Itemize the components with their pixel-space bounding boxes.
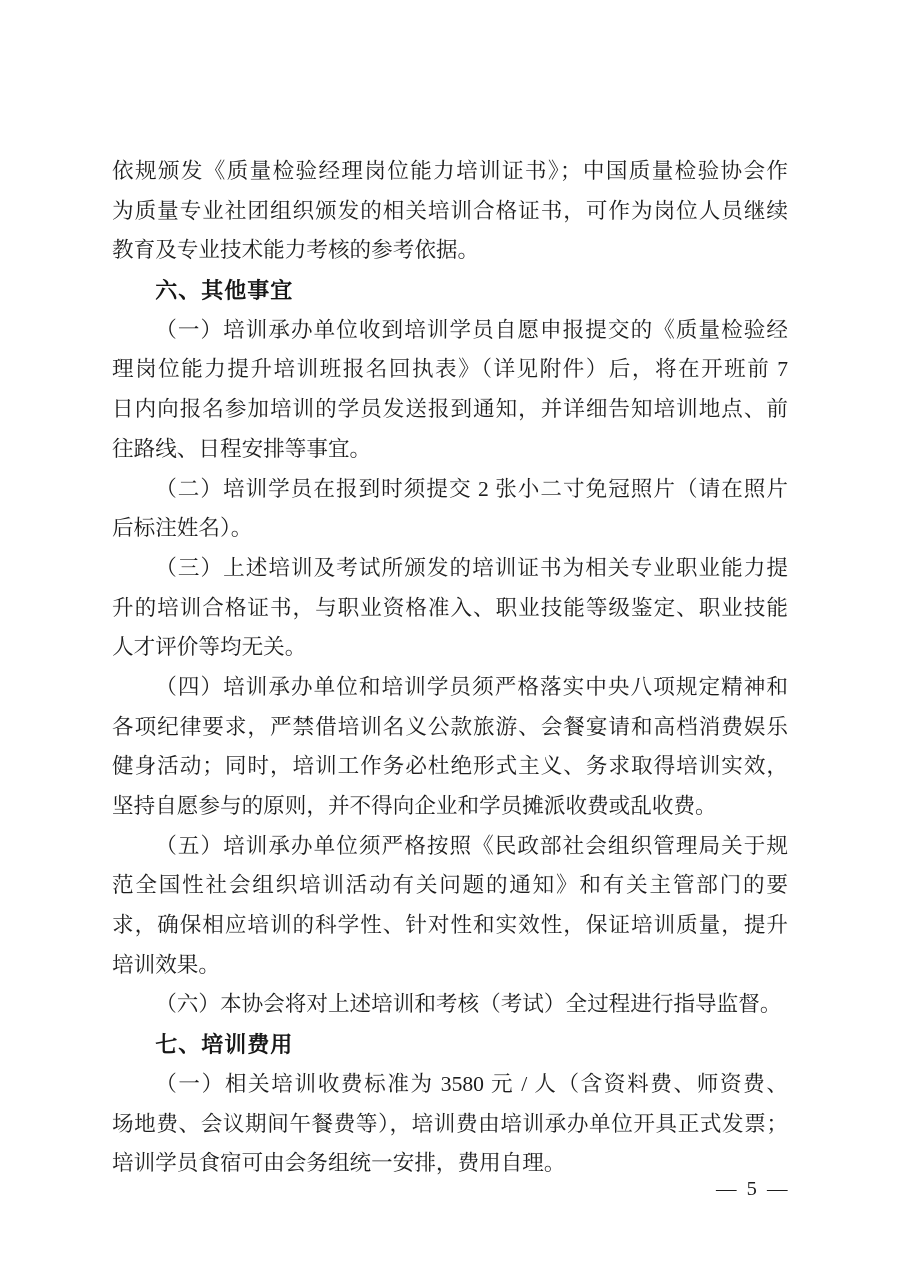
document-line: 教育及专业技术能力考核的参考依据。 [112, 238, 480, 263]
document-line: （六）本协会将对上述培训和考核（考试）全过程进行指导监督。 [155, 992, 782, 1017]
document-line: 各项纪律要求，严禁借培训名义公款旅游、会餐宴请和高档消费娱乐 [112, 714, 788, 739]
document-line: （四）培训承办单位和培训学员须严格落实中央八项规定精神和 [155, 674, 788, 699]
document-line: （二）培训学员在报到时须提交 2 张小二寸免冠照片（请在照片 [155, 476, 788, 501]
document-line: 坚持自愿参与的原则，并不得向企业和学员摊派收费或乱收费。 [112, 794, 717, 818]
document-line: 人才评价等均无关。 [112, 635, 307, 660]
document-line: 健身活动；同时，培训工作务必杜绝形式主义、务求取得培训实效， [112, 754, 788, 779]
page-number: — 5 — [716, 1178, 790, 1200]
section-heading: 七、培训费用 [155, 1032, 294, 1058]
document-line: 后标注姓名）。 [112, 516, 253, 541]
document-text-block [112, 152, 788, 1184]
section-heading: 六、其他事宜 [155, 278, 294, 304]
document-line: 依规颁发《质量检验经理岗位能力培训证书》；中国质量检验协会作 [112, 159, 788, 183]
document-line: 场地费、会议期间午餐费等），培训费由培训承办单位开具正式发票； [112, 1111, 788, 1136]
document-line: （三）上述培训及考试所颁发的培训证书为相关专业职业能力提 [155, 555, 788, 580]
document-line: 日内向报名参加培训的学员发送报到通知，并详细告知培训地点、前 [112, 397, 788, 422]
document-line: （五）培训承办单位须严格按照《民政部社会组织管理局关于规 [155, 833, 788, 858]
document-line: 往路线、日程安排等事宜。 [112, 436, 372, 461]
document-line: （一）相关培训收费标准为 3580 元 / 人（含资料费、师资费、 [155, 1071, 788, 1096]
document-line: 培训效果。 [112, 952, 220, 977]
document-line: 求，确保相应培训的科学性、针对性和实效性，保证培训质量，提升 [112, 913, 788, 938]
document-line: （一）培训承办单位收到培训学员自愿申报提交的《质量检验经 [155, 317, 788, 342]
document-line: 理岗位能力提升培训班报名回执表》（详见附件）后，将在开班前 7 [112, 357, 788, 382]
document-line: 升的培训合格证书，与职业资格准入、职业技能等级鉴定、职业技能 [112, 595, 788, 620]
document-line: 培训学员食宿可由会务组统一安排，费用自理。 [112, 1151, 566, 1176]
document-line: 范全国性社会组织培训活动有关问题的通知》和有关主管部门的要 [112, 873, 788, 898]
document-line: 为质量专业社团组织颁发的相关培训合格证书，可作为岗位人员继续 [112, 198, 788, 223]
